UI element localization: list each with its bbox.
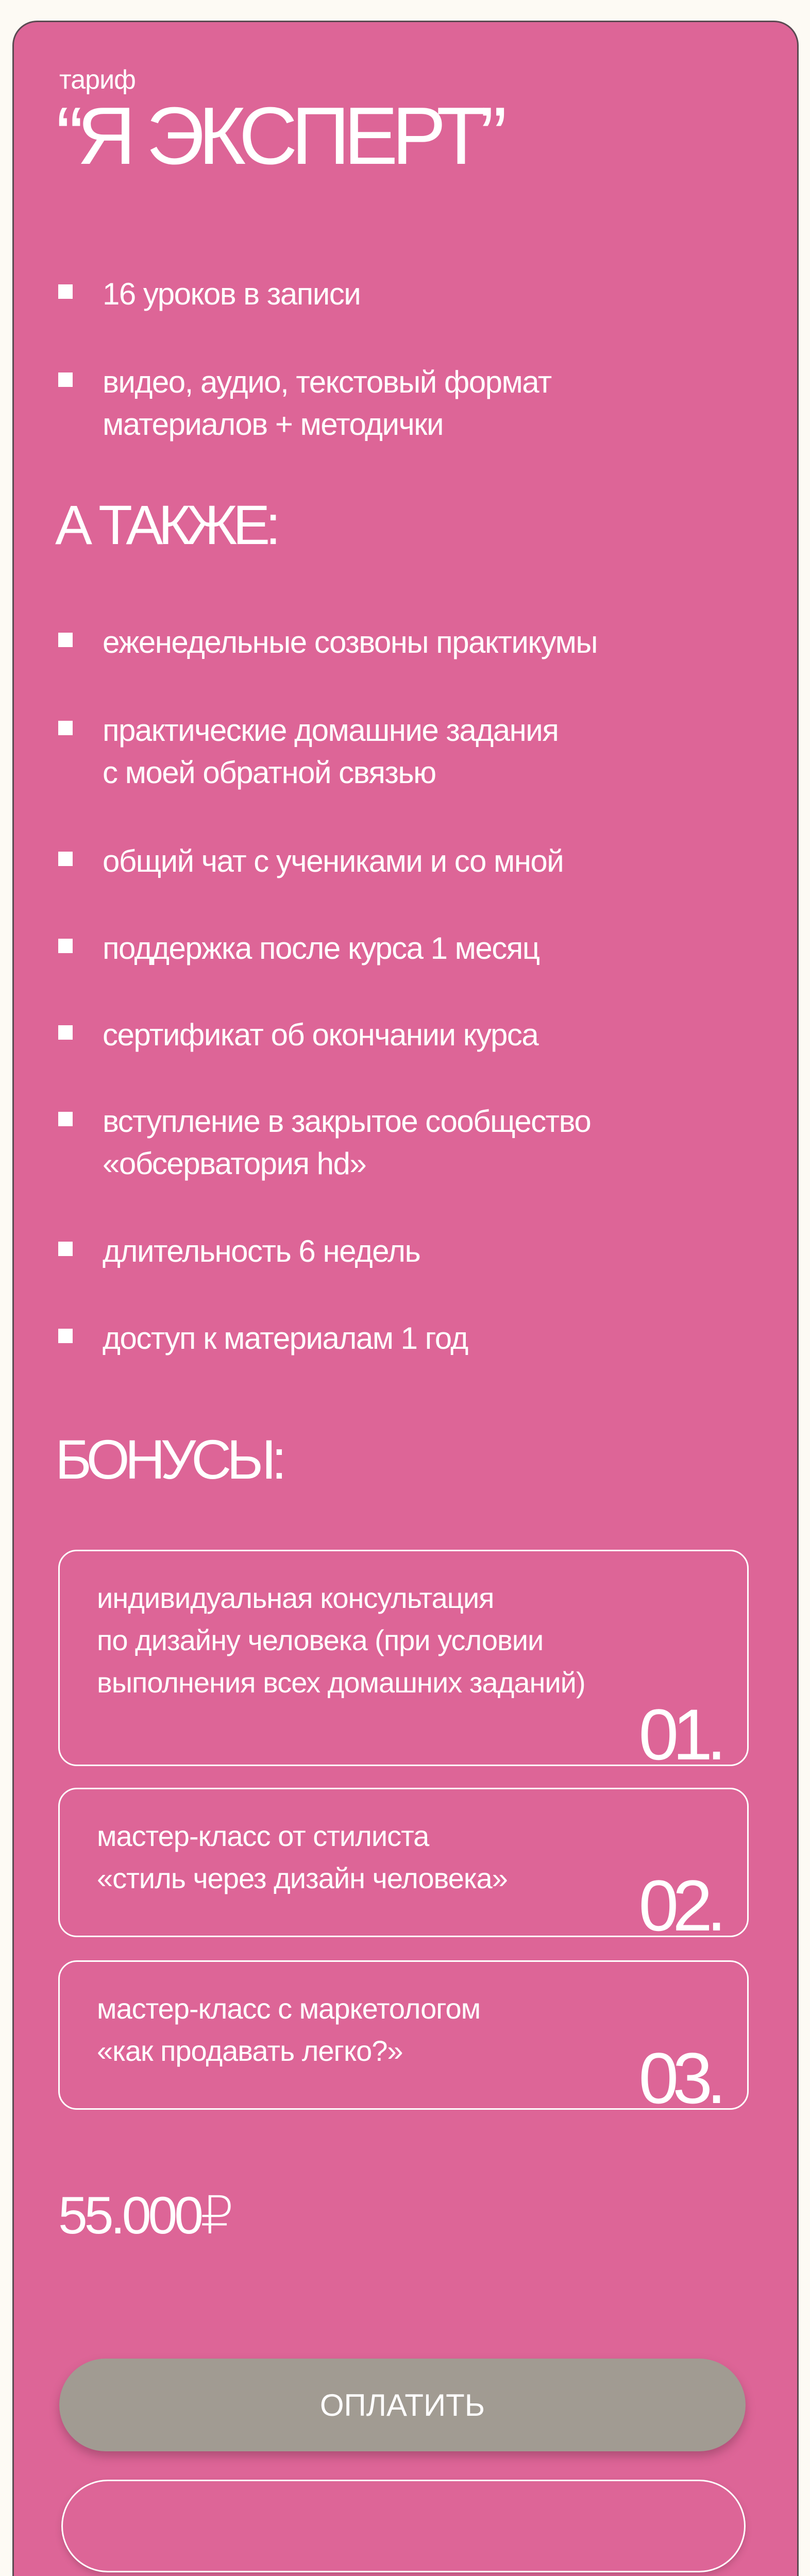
list-item-text: еженедельные созвоны практикумы (103, 625, 597, 659)
list-item-text: видео, аудио, текстовый формат материалов + методички (103, 365, 551, 442)
square-bullet-icon (58, 1112, 73, 1126)
list-item (58, 621, 728, 664)
bonus-number: 01. (638, 1694, 720, 1775)
square-bullet-icon (58, 1329, 73, 1343)
bonus-card (58, 1960, 749, 2119)
square-bullet-icon (58, 1242, 73, 1256)
bonus-number: 02. (638, 1865, 720, 1946)
bonus-text: индивидуальная консультация по дизайну человека (при условии выполнения всех домашних заданий) (97, 1582, 585, 1699)
list-item (58, 1230, 728, 1273)
bonus-number: 03. (638, 2038, 720, 2119)
bonus-card (58, 1788, 749, 1946)
square-bullet-icon (58, 372, 73, 387)
list-item-text: общий чат с учениками и со мной (103, 844, 564, 878)
list-item (58, 1014, 728, 1056)
square-bullet-icon (58, 852, 73, 866)
bonuses-heading: БОНУСЫ: (55, 1428, 282, 1490)
list-item-text: длительность 6 недель (103, 1234, 420, 1268)
list-item (58, 709, 728, 794)
list-item-text: поддержка после курса 1 месяц (103, 931, 539, 965)
list-item (58, 927, 728, 970)
list-item-text: доступ к материалам 1 год (103, 1321, 468, 1355)
list-item-text: 16 уроков в записи (103, 277, 361, 311)
bonus-text: мастер-класс от стилиста «стиль через дизайн человека» (97, 1820, 508, 1894)
price: 55.000₽ (58, 2186, 231, 2245)
list-item (58, 1100, 728, 1185)
also-heading: А ТАКЖЕ: (55, 494, 277, 556)
tariff-name: “Я ЭКСПЕРТ” (56, 91, 501, 181)
list-item-text: практические домашние задания с моей обратной связью (103, 713, 559, 790)
list-item (58, 1317, 728, 1360)
bonus-card (58, 1550, 749, 1775)
list-item-text: вступление в закрытое сообщество «обсерватория hd» (103, 1104, 591, 1181)
bonus-text: мастер-класс с маркетологом «как продавать легко?» (97, 1992, 481, 2067)
square-bullet-icon (58, 721, 73, 735)
square-bullet-icon (58, 1025, 73, 1040)
secondary-button[interactable] (61, 2480, 746, 2572)
square-bullet-icon (58, 633, 73, 647)
square-bullet-icon (58, 939, 73, 953)
list-item-text: сертификат об окончании курса (103, 1018, 538, 1052)
tariff-card (12, 21, 799, 2576)
square-bullet-icon (58, 284, 73, 299)
list-item (58, 361, 728, 446)
list-item (58, 273, 728, 315)
list-item (58, 840, 728, 883)
tariff-label: тариф (59, 65, 136, 95)
pay-button[interactable]: ОПЛАТИТЬ (59, 2359, 746, 2451)
